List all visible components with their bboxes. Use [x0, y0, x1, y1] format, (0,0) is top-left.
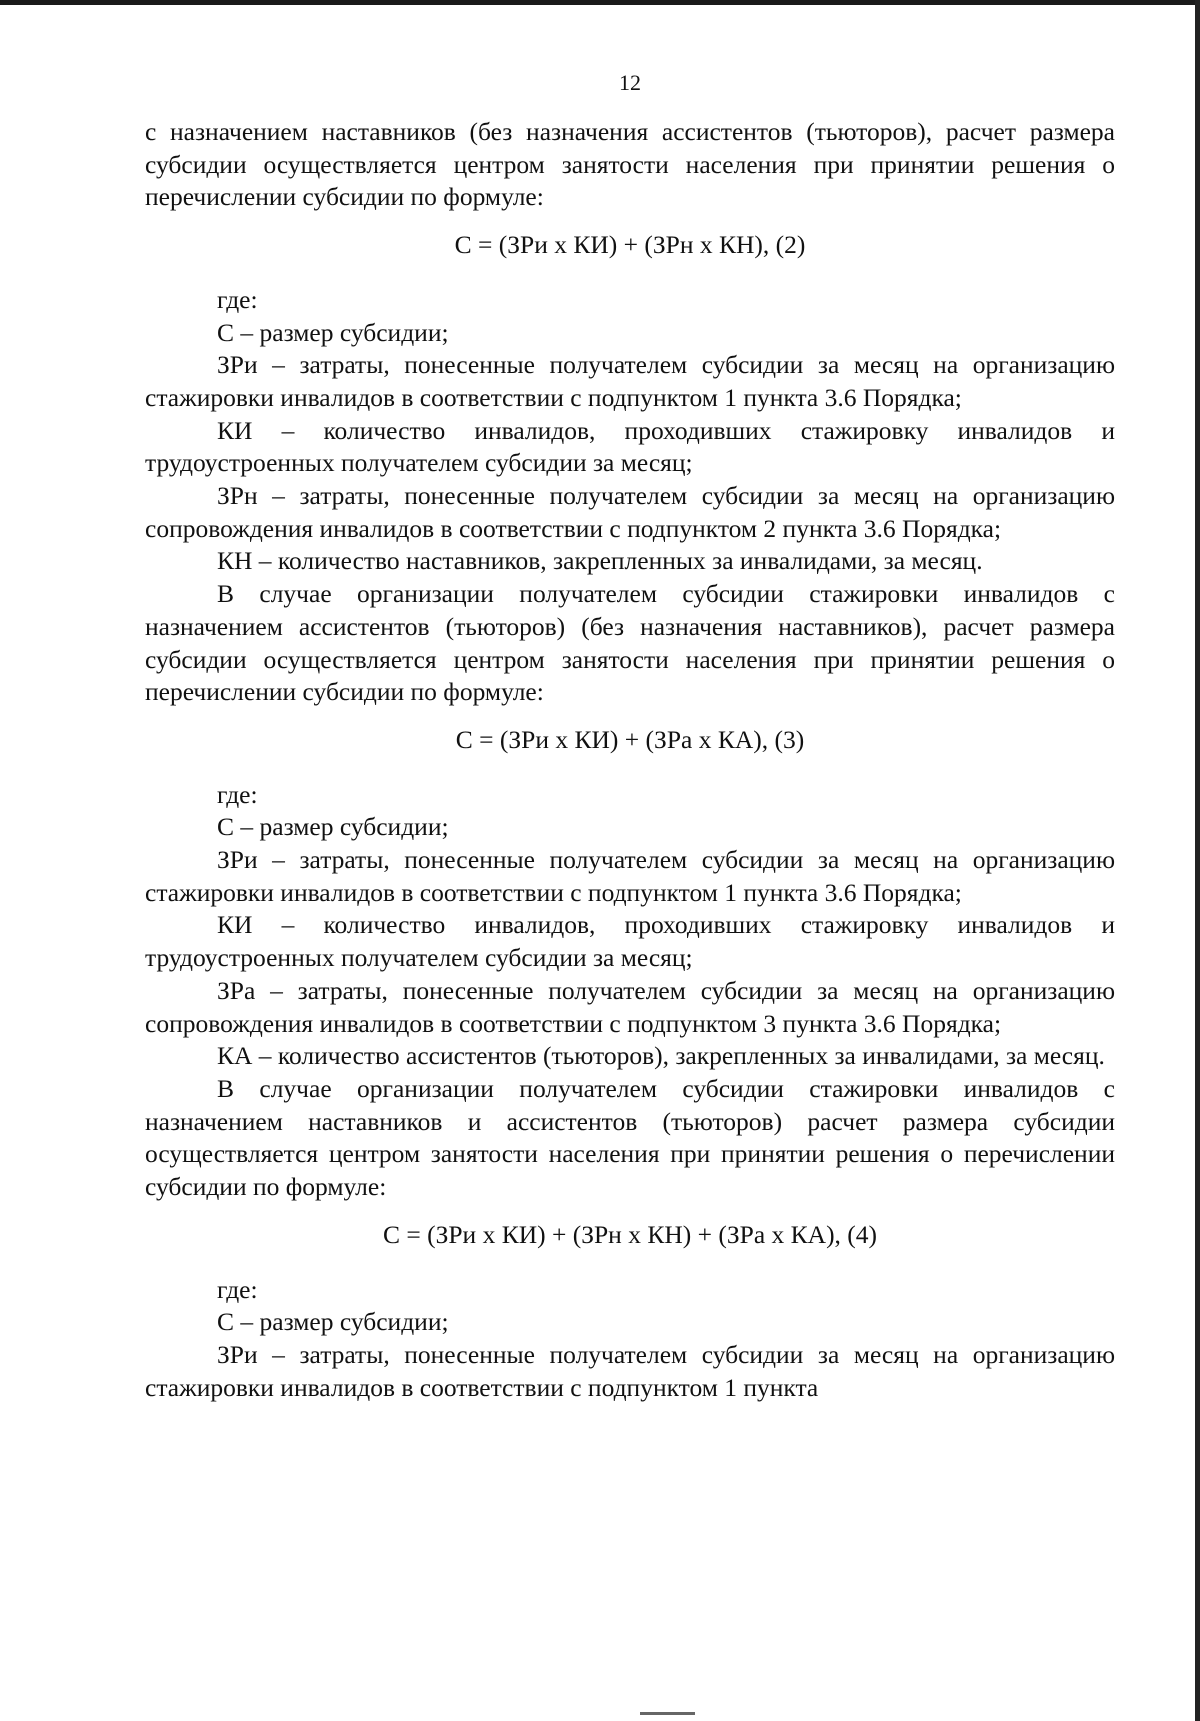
- definition-ki: КИ – количество инвалидов, проходивших стажировку инвалидов и трудоустроенных получателем субсидии за месяц;: [145, 910, 1115, 973]
- formula-2: С = (ЗРи х КИ) + (ЗРн х КН), (2): [454, 230, 806, 260]
- scan-artifact-mark: [640, 1712, 695, 1715]
- definition-zri: ЗРи – затраты, понесенные получателем субсидии за месяц на организацию стажировки инвалидов в соответствии с подпунктом 1 пункта 3.6 Порядка;: [145, 350, 1115, 412]
- definition-zra: ЗРа – затраты, понесенные получателем субсидии за месяц на организацию сопровождения инвалидов в соответствии с подпунктом 3 пункта 3.6 Порядка;: [145, 975, 1115, 1038]
- scan-edge-top: [0, 0, 1200, 5]
- where-label: где:: [217, 779, 258, 809]
- definition-c: С – размер субсидии;: [217, 812, 449, 842]
- definition-ki: КИ – количество инвалидов, проходивших стажировку инвалидов и трудоустроенных получателем субсидии за месяц;: [145, 415, 1115, 478]
- definition-c: С – размер субсидии;: [217, 1307, 449, 1337]
- paragraph-intro-both: В случае организации получателем субсидии стажировки инвалидов с назначением наставников и ассистентов (тьюторов) расчет размера субсидии осуществляется центром занятости населения при принятии решения о перечислении субсидии по формуле:: [145, 1073, 1115, 1202]
- formula-3: С = (ЗРи х КИ) + (ЗРа х КА), (3): [455, 724, 805, 754]
- scan-edge-right: [1195, 0, 1200, 1721]
- where-label: где:: [217, 284, 258, 314]
- definition-kn: КН – количество наставников, закрепленных за инвалидами, за месяц.: [217, 546, 983, 576]
- paragraph-intro-assistants: В случае организации получателем субсидии стажировки инвалидов с назначением ассистентов (тьюторов) (без назначения наставников), расчет размера субсидии осуществляется центром занятости населения при принятии решения о перечислении субсидии по формуле:: [145, 579, 1115, 707]
- definition-ka: КА – количество ассистентов (тьюторов), закрепленных за инвалидами, за месяц.: [217, 1041, 1105, 1071]
- formula-4: С = (ЗРи х КИ) + (ЗРн х КН) + (ЗРа х КА), (4): [382, 1219, 878, 1249]
- definition-zri: ЗРи – затраты, понесенные получателем субсидии за месяц на организацию стажировки инвалидов в соответствии с подпунктом 1 пункта 3.6 Порядка;: [145, 845, 1115, 907]
- page-number: 12: [619, 70, 641, 95]
- definition-c: С – размер субсидии;: [217, 317, 449, 347]
- where-label: где:: [217, 1274, 258, 1304]
- definition-zrn: ЗРн – затраты, понесенные получателем субсидии за месяц на организацию сопровождения инвалидов в соответствии с подпунктом 2 пункта 3.6 Порядка;: [145, 481, 1115, 543]
- document-page: [145, 70, 1115, 1404]
- paragraph-intro-mentors: с назначением наставников (без назначения ассистентов (тьюторов), расчет размера субсидии осуществляется центром занятости населения при принятии решения о перечислении субсидии по формуле:: [145, 117, 1115, 212]
- definition-zri-continued: ЗРи – затраты, понесенные получателем субсидии за месяц на организацию стажировки инвалидов в соответствии с подпунктом 1 пункта: [145, 1339, 1115, 1402]
